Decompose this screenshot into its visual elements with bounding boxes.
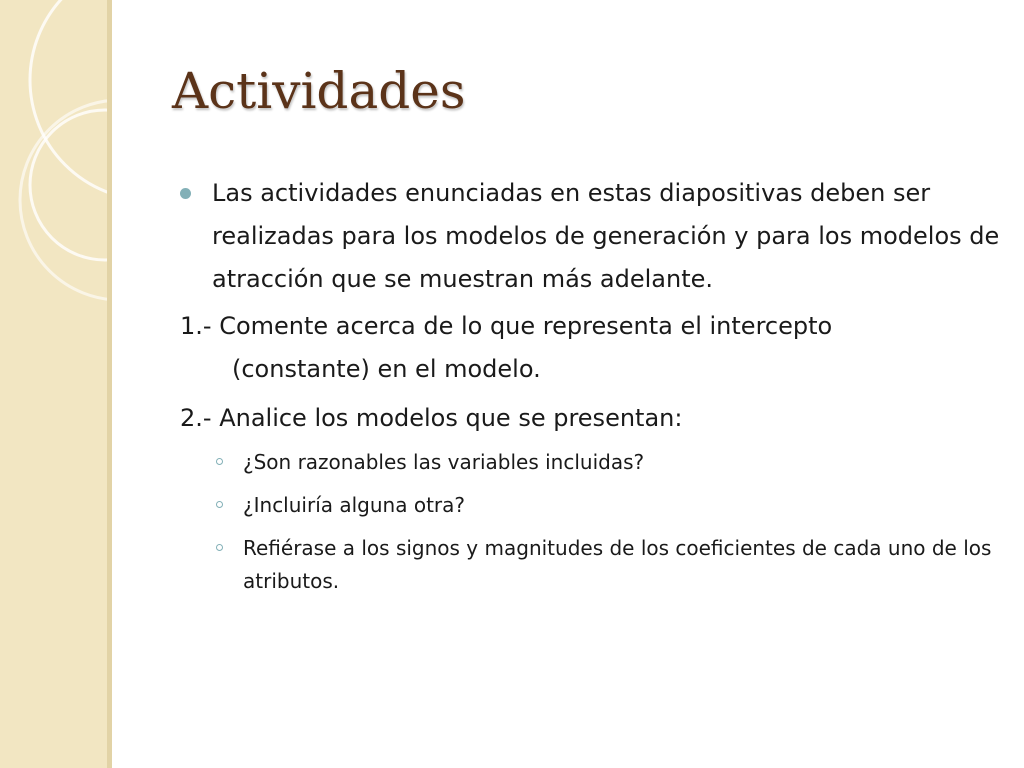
side-band-edge — [107, 0, 112, 768]
slide-title: Actividades — [172, 62, 466, 120]
bullet-item — [180, 172, 1000, 301]
decorative-rings — [0, 0, 112, 768]
sub-item — [180, 532, 1000, 598]
sub-item — [180, 446, 1000, 479]
decorative-side-band — [0, 0, 112, 768]
numbered-item-1-line-2: (constante) en el modelo. — [232, 355, 541, 383]
numbered-item-2-text: 2.- Analice los modelos que se presentan: — [180, 404, 683, 432]
sub-item-text: ¿Incluiría alguna otra? — [243, 493, 466, 517]
numbered-item-2 — [180, 397, 1000, 440]
numbered-item-1-line-1: 1.- Comente acerca de lo que representa el intercepto — [180, 312, 833, 340]
ring-bullet-icon — [216, 544, 223, 551]
sub-item — [180, 489, 1000, 522]
ring-bullet-icon — [216, 458, 223, 465]
numbered-item-1 — [180, 305, 1000, 391]
slide-content — [180, 172, 1000, 608]
bullet-text: Las actividades enunciadas en estas diapositivas deben ser realizadas para los modelos de generación y para los modelos de atracción que se muestran más adelante. — [212, 179, 1000, 293]
bullet-dot-icon — [180, 188, 191, 199]
ring-bullet-icon — [216, 501, 223, 508]
sub-item-text: ¿Son razonables las variables incluidas? — [243, 450, 645, 474]
sub-item-text: Refiérase a los signos y magnitudes de los coeficientes de cada uno de los atributos. — [243, 536, 992, 593]
